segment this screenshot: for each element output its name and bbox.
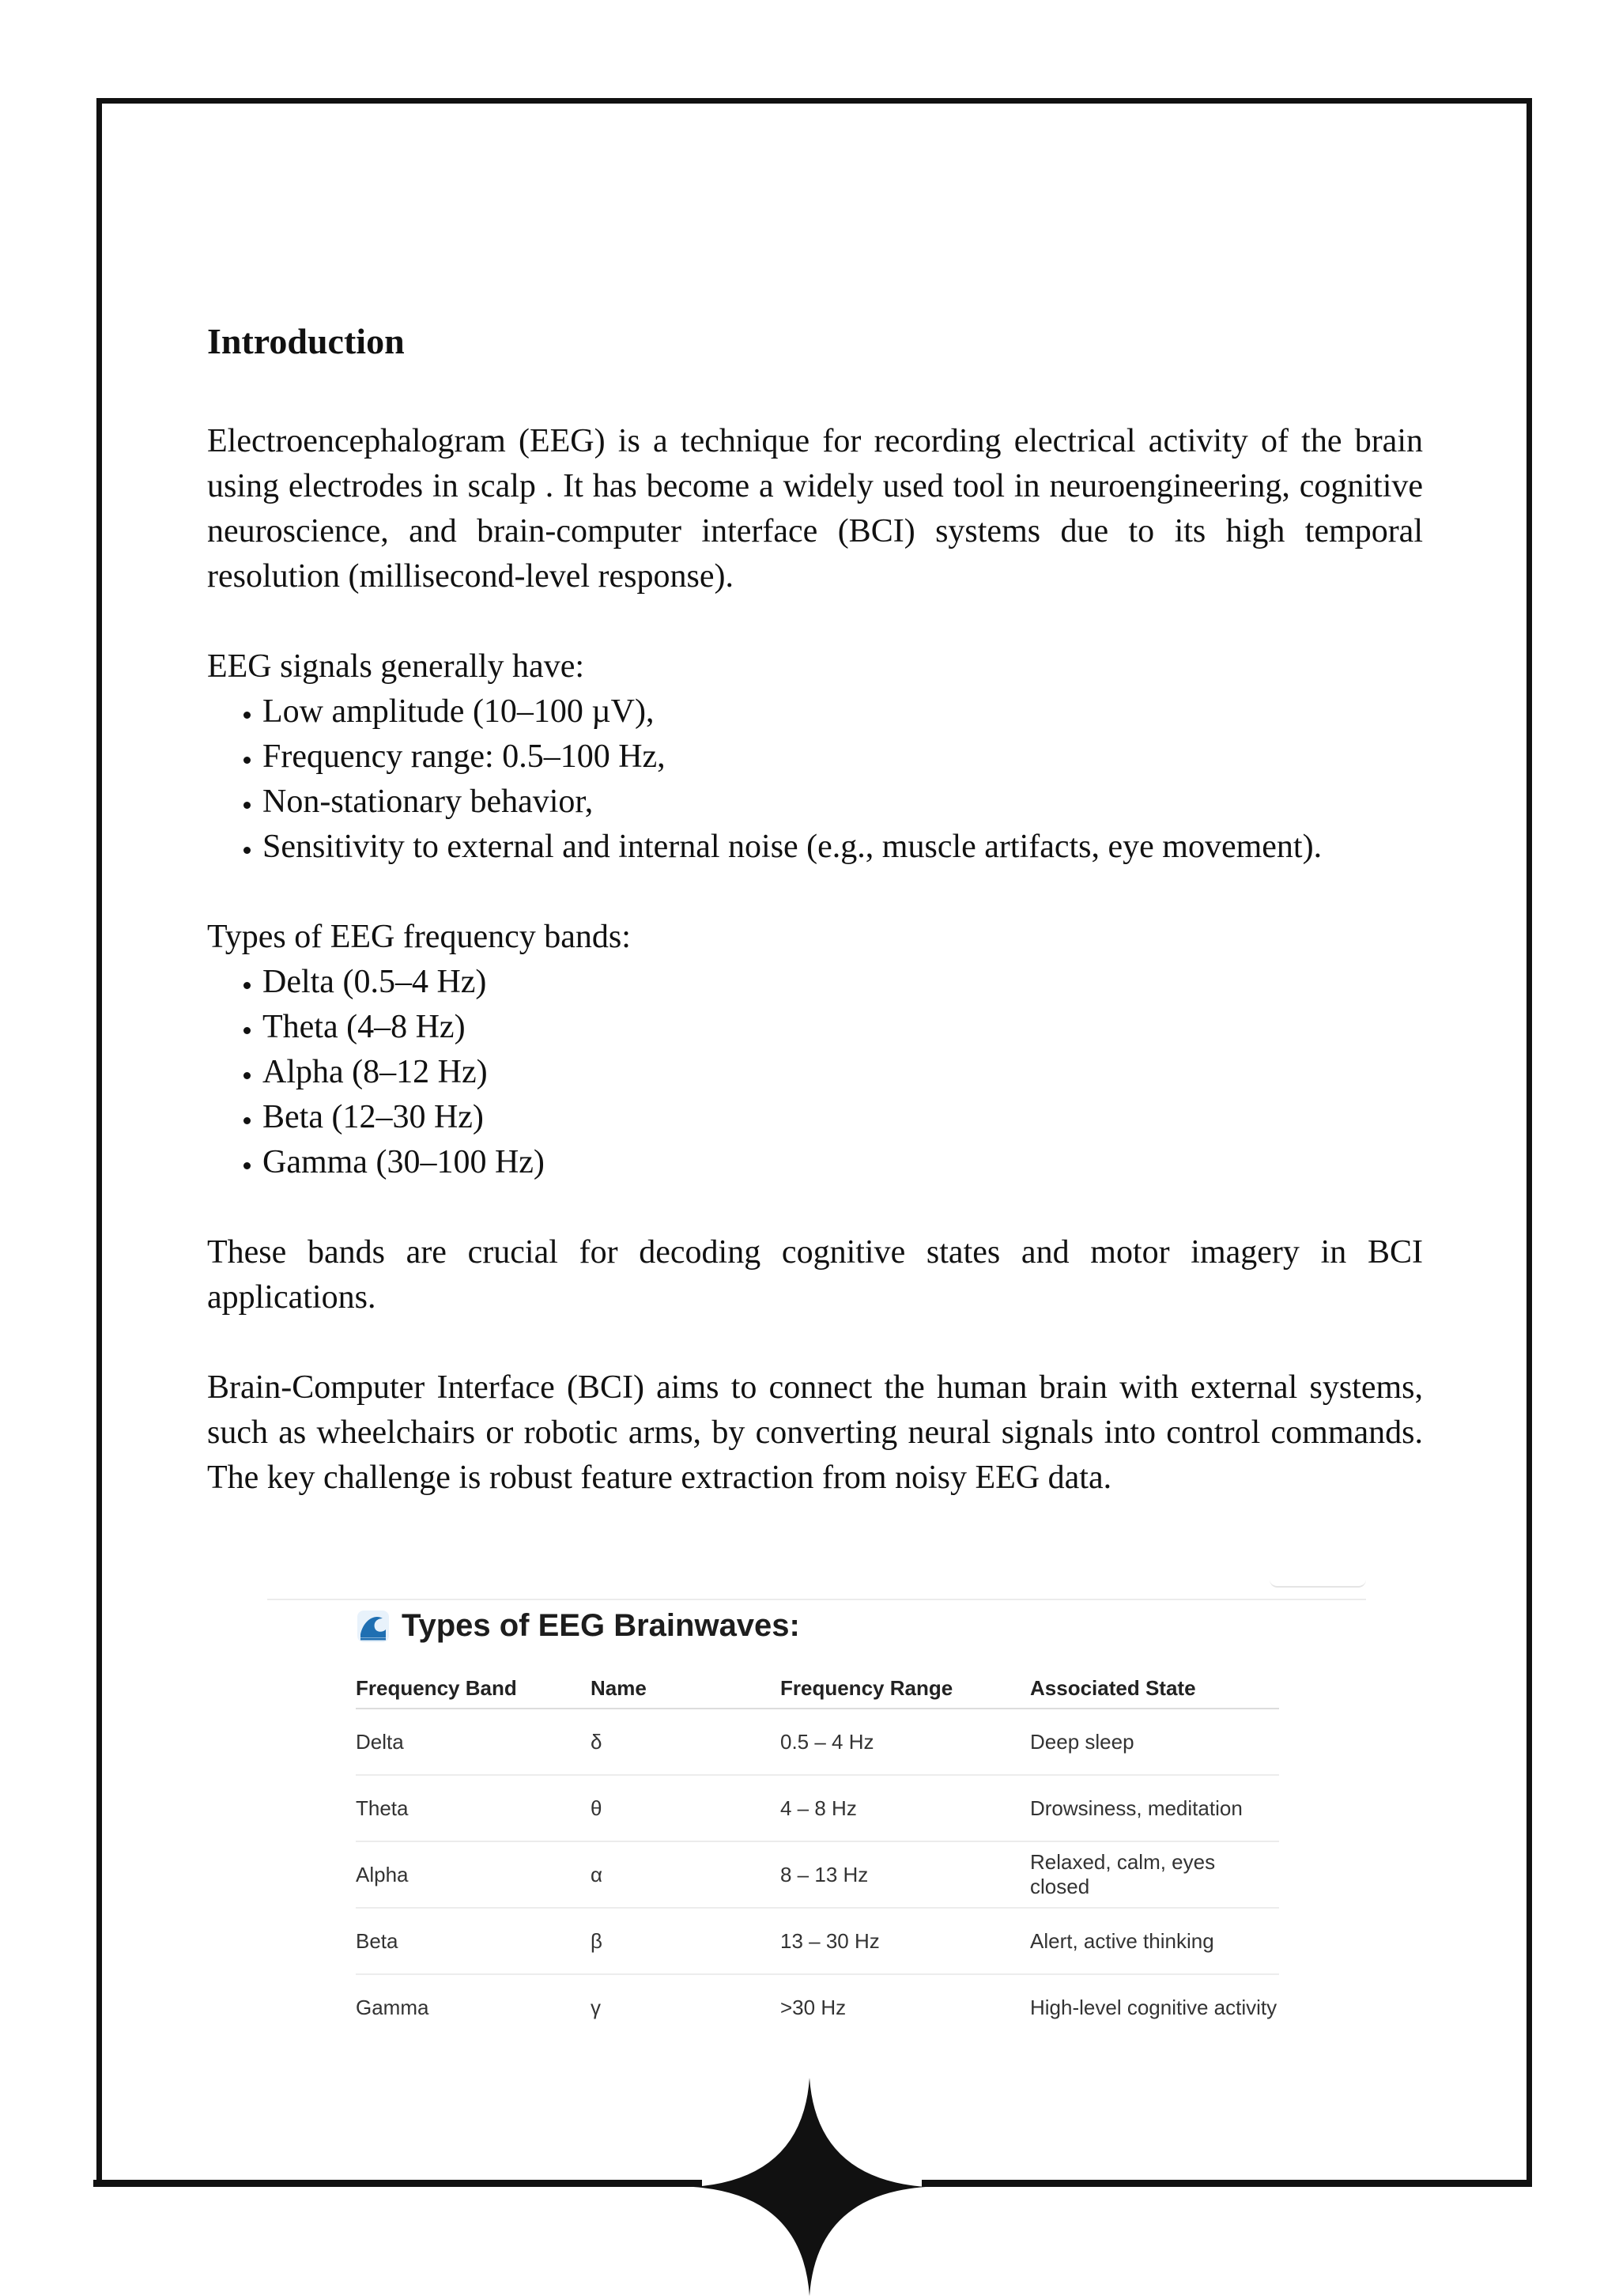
cell-state: Deep sleep — [1030, 1709, 1279, 1775]
list-item: • Beta (12–30 Hz) — [262, 1095, 1423, 1140]
cell-range: 8 – 13 Hz — [780, 1841, 1030, 1908]
cell-range: 13 – 30 Hz — [780, 1908, 1030, 1974]
cell-state: Relaxed, calm, eyes closed — [1030, 1841, 1279, 1908]
table-title-text: Types of EEG Brainwaves: — [402, 1608, 800, 1643]
header-frequency-band: Frequency Band — [356, 1668, 591, 1709]
document-body — [207, 316, 1423, 1546]
cell-state: Alert, active thinking — [1030, 1908, 1279, 1974]
cell-range: 0.5 – 4 Hz — [780, 1709, 1030, 1775]
page-title: Introduction — [207, 321, 405, 361]
frame-bottom-border-left — [93, 2180, 702, 2187]
cell-state: Drowsiness, meditation — [1030, 1775, 1279, 1841]
header-frequency-range: Frequency Range — [780, 1668, 1030, 1709]
table-row — [356, 1974, 1279, 2040]
table-row — [356, 1709, 1279, 1775]
signals-list — [207, 689, 1423, 870]
list-item: • Low amplitude (10–100 µV), — [262, 689, 1423, 734]
list-item: • Non-stationary behavior, — [262, 780, 1423, 825]
frame-right-border — [1527, 98, 1532, 2185]
brainwave-table — [356, 1668, 1279, 2040]
header-associated-state: Associated State — [1030, 1668, 1279, 1709]
bands-paragraph: These bands are crucial for decoding cognitive states and motor imagery in BCI applications. — [207, 1234, 1423, 1316]
frame-left-border — [96, 98, 102, 2185]
header-name: Name — [591, 1668, 780, 1709]
bands-list — [207, 960, 1423, 1185]
cell-state: High-level cognitive activity — [1030, 1995, 1277, 2019]
cell-band: Gamma — [356, 1995, 429, 2019]
brainwave-table-figure — [267, 1575, 1366, 2049]
cell-name: α — [591, 1841, 780, 1908]
list-item: • Gamma (30–100 Hz) — [262, 1140, 1423, 1185]
divider — [267, 1599, 1366, 1600]
cell-name: θ — [591, 1775, 780, 1841]
intro-paragraph: Electroencephalogram (EEG) is a technique for recording electrical activity of the brain using electrodes in scalp . It has become a widely used tool in neuroengineering, cognitive neuroscience, and brain-computer interface (BCI) systems due to its high temporal resolution (millisecond-level response). — [207, 423, 1423, 595]
frame-top-border — [96, 98, 1532, 104]
table-row — [356, 1775, 1279, 1841]
table-header-row — [356, 1668, 1279, 1709]
table-row — [356, 1908, 1279, 1974]
cell-name: δ — [591, 1709, 780, 1775]
table-row — [356, 1841, 1279, 1908]
pill-outline — [1270, 1575, 1366, 1588]
cell-name: γ — [591, 1995, 601, 2019]
four-point-star-icon — [693, 2078, 926, 2296]
list-item: • Alpha (8–12 Hz) — [262, 1050, 1423, 1095]
list-item: • Delta (0.5–4 Hz) — [262, 960, 1423, 1005]
cell-band: Alpha — [356, 1841, 591, 1908]
cell-range: >30 Hz — [780, 1995, 847, 2019]
signals-lead: EEG signals generally have: — [207, 648, 585, 685]
cell-range: 4 – 8 Hz — [780, 1775, 1030, 1841]
cell-name: β — [591, 1908, 780, 1974]
wave-icon — [356, 1609, 391, 1644]
cell-band: Delta — [356, 1709, 591, 1775]
table-title — [356, 1608, 800, 1644]
list-item: • Frequency range: 0.5–100 Hz, — [262, 734, 1423, 780]
bands-lead: Types of EEG frequency bands: — [207, 919, 631, 955]
list-item: • Theta (4–8 Hz) — [262, 1005, 1423, 1050]
cell-band: Beta — [356, 1908, 591, 1974]
frame-bottom-border-right — [922, 2180, 1532, 2187]
cell-band: Theta — [356, 1775, 591, 1841]
bci-paragraph: Brain-Computer Interface (BCI) aims to connect the human brain with external systems, such as wheelchairs or robotic arms, by converting neural signals into control commands. The key challenge is robust feature extraction from noisy EEG data. — [207, 1369, 1423, 1496]
list-item: • Sensitivity to external and internal noise (e.g., muscle artifacts, eye movement). — [262, 825, 1423, 870]
